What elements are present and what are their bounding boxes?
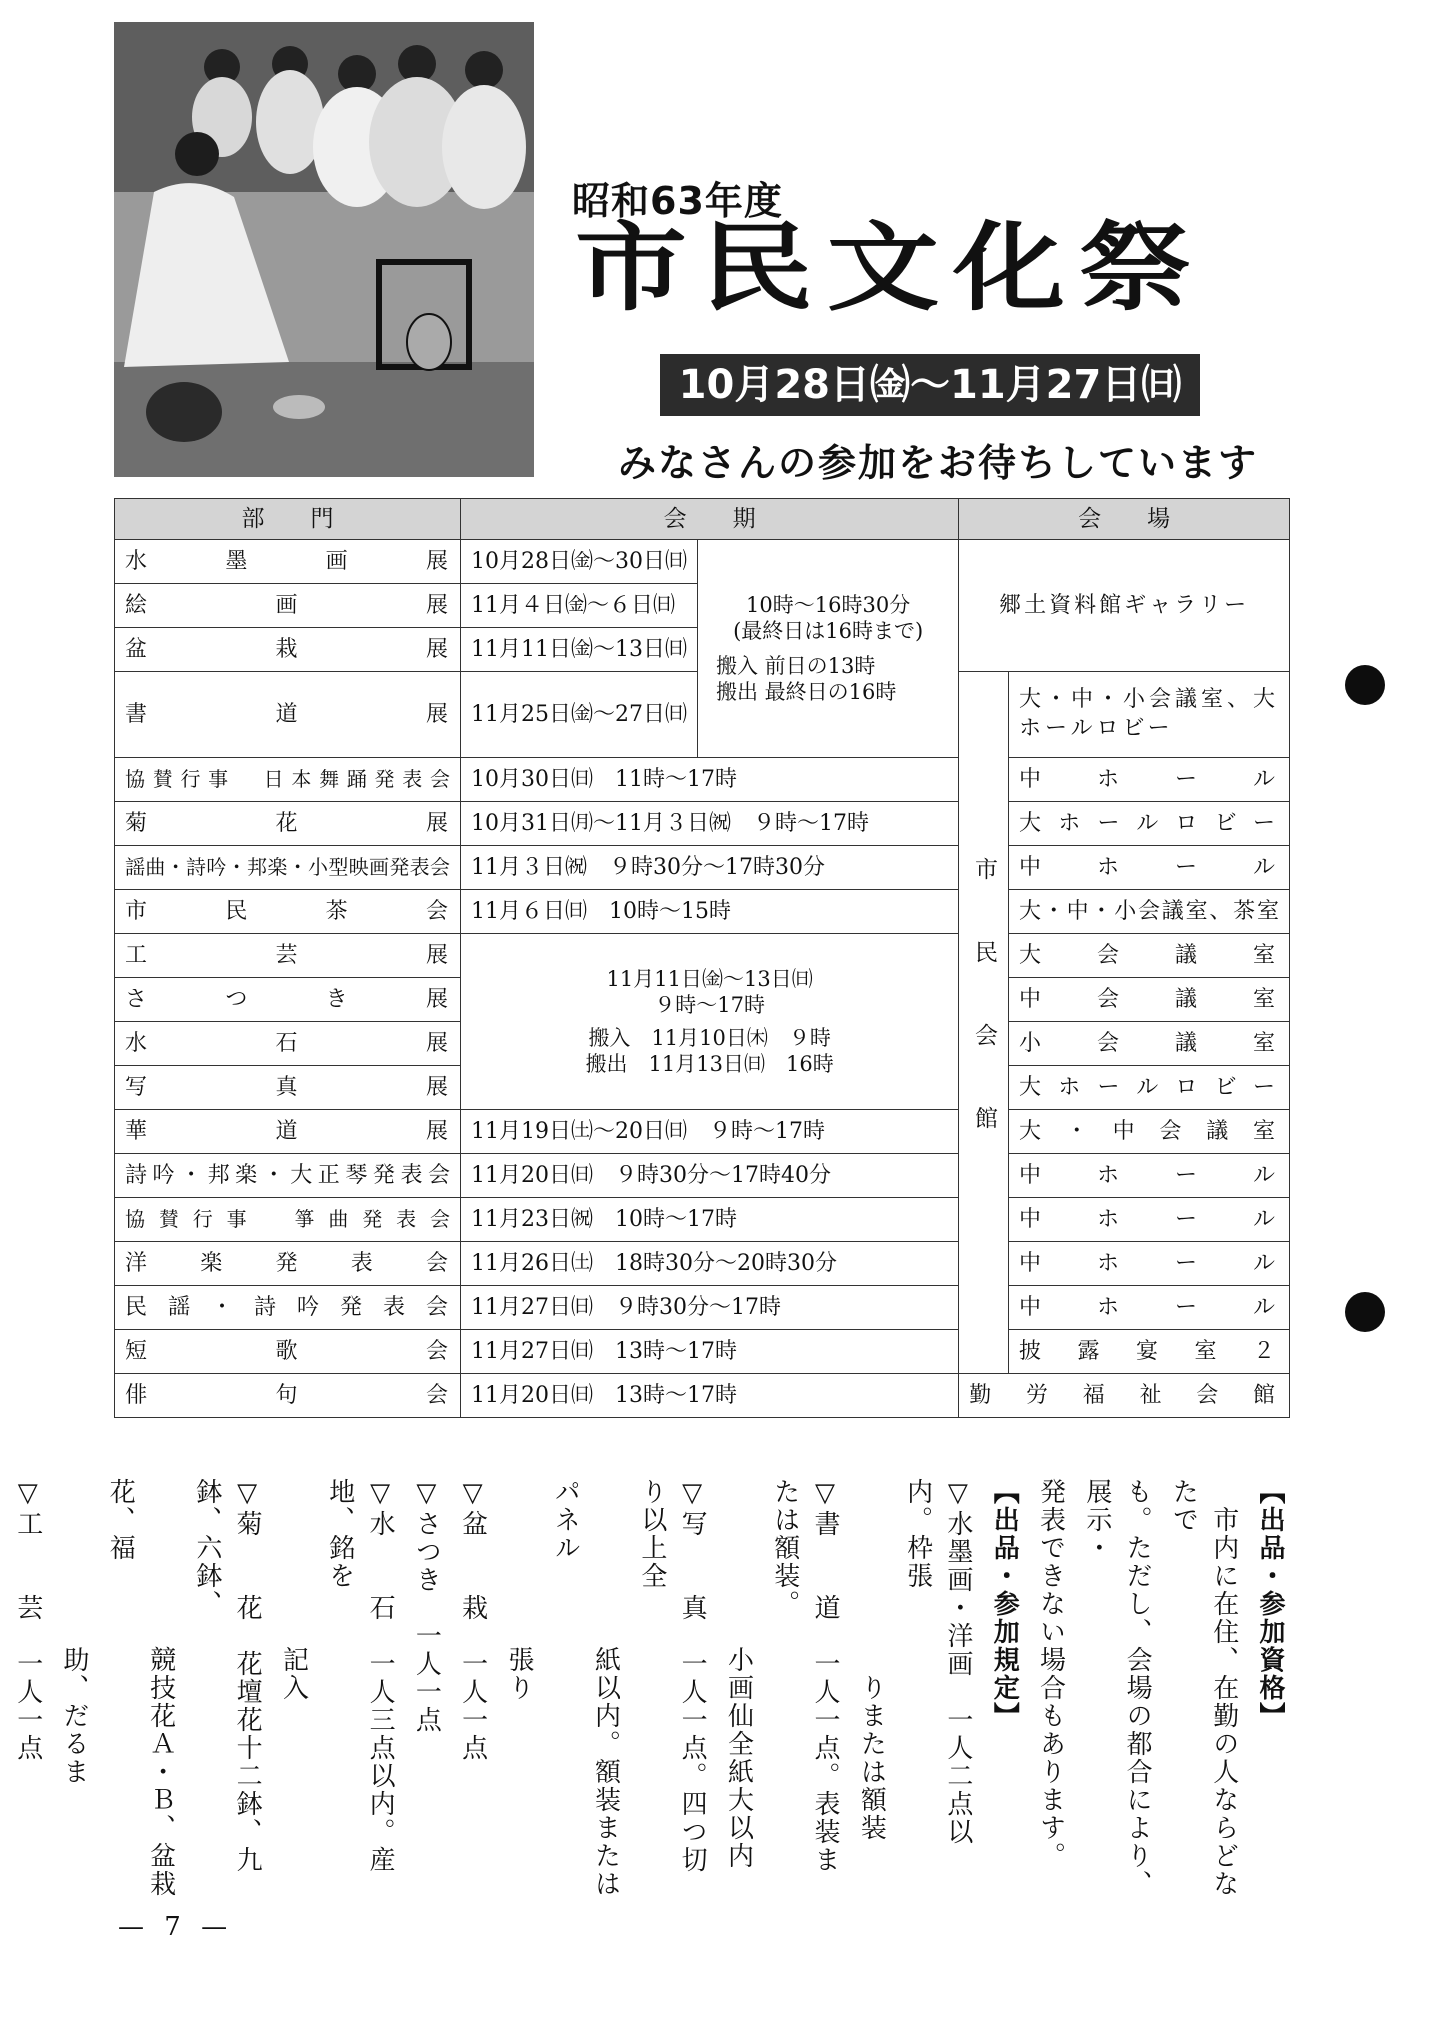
row-venue: 披露宴室２: [1009, 1330, 1290, 1374]
info-heading: 【出品・参加規定】: [989, 1478, 1020, 1730]
binder-hole: [1345, 665, 1385, 705]
row-date: 11月27日㈰ ９時30分～17時: [461, 1286, 959, 1330]
row-category: 写真展: [115, 1066, 461, 1110]
exhibit-hours: 10時～16時30分: [746, 593, 911, 617]
row-category: 短歌会: [115, 1330, 461, 1374]
row-category: 俳句会: [115, 1374, 461, 1418]
info-line: ▽水 石 一人三点以内。産地、銘を: [324, 1478, 396, 1874]
info-line: 市内に在住、在勤の人ならどなたで: [1168, 1478, 1239, 1898]
row-venue: 中 ホ ー ル: [1009, 1154, 1290, 1198]
info-line: ▽工 芸 一人一点: [12, 1478, 43, 1762]
info-line: ▽水墨画・洋画 一人二点以内。枠張: [902, 1478, 973, 1846]
table-row: [115, 1374, 1290, 1418]
table-row: [115, 890, 1290, 934]
row-venue: 大・中・小会議室、茶室: [1009, 890, 1290, 934]
binder-hole: [1345, 1292, 1385, 1332]
info-line: も。ただし、会場の都合により、展示・: [1081, 1478, 1153, 1898]
header-venue: 会 場: [959, 499, 1290, 540]
row-venue: 大 会 議 室: [1009, 934, 1290, 978]
table-row: [115, 846, 1290, 890]
table-row: [115, 1330, 1290, 1374]
row-date: 10月30日㈰ 11時～17時: [461, 758, 959, 802]
row-venue: 中 ホ ー ル: [1009, 1286, 1290, 1330]
table-row: [115, 1286, 1290, 1330]
row-category: 工芸展: [115, 934, 461, 978]
info-line: 張り: [503, 1478, 534, 1702]
info-heading: 【出品・参加資格】: [1255, 1478, 1285, 1730]
city-hall-label: 市民会館: [959, 672, 1009, 1374]
page-number: — 7 —: [118, 1912, 234, 1942]
info-line: 競技花Ａ・Ｂ、盆栽花、福: [105, 1478, 176, 1898]
row-venue: 中 ホ ー ル: [1009, 846, 1290, 890]
row-date: 11月20日㈰ 13時～17時: [461, 1374, 959, 1418]
row-category: 華道展: [115, 1110, 461, 1154]
exhibit-setup: 搬入 前日の13時: [715, 653, 876, 678]
craft-group-note: [461, 934, 959, 1110]
info-line: [0, 1478, 1, 1898]
row-date: 11月20日㈰ ９時30分～17時40分: [461, 1154, 959, 1198]
application-info: [12, 1478, 1290, 1898]
table-header-row: [115, 499, 1290, 540]
row-venue: 中 ホ ー ル: [1009, 1198, 1290, 1242]
row-category: 絵画展: [115, 584, 461, 628]
exhibit-teardown: 搬出 最終日の16時: [715, 679, 897, 704]
row-category: 協賛行事 日本舞踊発表会: [115, 758, 461, 802]
row-venue: 中 ホ ー ル: [1009, 758, 1290, 802]
header-period: 会 期: [461, 499, 959, 540]
schedule-table: [114, 498, 1290, 1418]
exhibit-lastday: (最終日は16時まで): [733, 619, 924, 644]
row-date: 11月19日㈯～20日㈰ ９時～17時: [461, 1110, 959, 1154]
table-row: [115, 540, 1290, 584]
info-line: 小画仙全紙大以内: [723, 1478, 754, 1870]
row-venue: 中 ホ ー ル: [1009, 1242, 1290, 1286]
invitation-line: みなさんの参加をお待ちしています: [618, 441, 1259, 485]
row-category: 菊花展: [115, 802, 461, 846]
table-row: [115, 1198, 1290, 1242]
row-date: 11月４日㈮～６日㈰: [461, 584, 698, 628]
row-date: 11月23日㈷ 10時～17時: [461, 1198, 959, 1242]
row-category: 協賛行事 箏曲発表会: [115, 1198, 461, 1242]
row-date: 11月25日㈮～27日㈰: [461, 672, 698, 758]
row-date: 10月31日㈪～11月３日㈷ ９時～17時: [461, 802, 959, 846]
tea-ceremony-photo: [114, 22, 534, 477]
info-line: ▽盆 栽 一人一点: [457, 1478, 488, 1762]
fiscal-year: 昭和63年度: [572, 179, 783, 223]
row-date: 11月27日㈰ 13時～17時: [461, 1330, 959, 1374]
table-row: [115, 802, 1290, 846]
event-title: 市民文化祭: [575, 211, 1205, 325]
row-category: 水墨画展: [115, 540, 461, 584]
info-line: 発表できない場合もあります。: [1035, 1478, 1066, 1870]
craft-teardown: 搬出 11月13日㈰ 16時: [585, 1051, 834, 1076]
craft-hours: ９時～17時: [654, 993, 765, 1018]
row-date: 11月６日㈰ 10時～15時: [461, 890, 959, 934]
gallery-venue: 郷土資料館ギャラリー: [959, 540, 1290, 672]
row-category: 水石展: [115, 1022, 461, 1066]
exhibit-hours-note: [697, 540, 958, 758]
row-venue: 大ホールロビー: [1009, 802, 1290, 846]
calligraphy-venue: 大・中・小会議室、大ホールロビー: [1009, 672, 1290, 758]
header-category: 部 門: [115, 499, 461, 540]
info-line: 紙以内。額装またはパネル: [550, 1478, 621, 1898]
row-category: 書道展: [115, 672, 461, 758]
info-line: 記入: [278, 1478, 309, 1702]
row-venue: 大ホールロビー: [1009, 1066, 1290, 1110]
info-line: 助、だるま: [58, 1478, 89, 1786]
row-category: 市民茶会: [115, 890, 461, 934]
photo-illustration: [114, 22, 534, 477]
row-category: 謡曲・詩吟・邦楽・小型映画発表会: [115, 846, 461, 890]
info-line: ▽書 道 一人一点。表装または額装。: [769, 1478, 841, 1874]
exhibit-setup-group: [708, 653, 948, 706]
row-date: 11月３日㈷ ９時30分～17時30分: [461, 846, 959, 890]
row-venue: 大・中会議室: [1009, 1110, 1290, 1154]
row-venue: 中 会 議 室: [1009, 978, 1290, 1022]
row-venue: 勤労福祉会館: [959, 1374, 1290, 1418]
info-line: ▽さつき 一人一点: [411, 1478, 442, 1734]
row-category: 詩吟・邦楽・大正琴発表会: [115, 1154, 461, 1198]
table-row: [115, 1110, 1290, 1154]
row-category: 洋楽発表会: [115, 1242, 461, 1286]
info-line: ▽写 真 一人一点。四つ切り以上全: [636, 1478, 708, 1874]
craft-setup: 搬入 11月10日㈭ ９時: [588, 1025, 831, 1050]
table-row: [115, 1242, 1290, 1286]
table-row: [115, 1154, 1290, 1198]
row-venue: 小 会 議 室: [1009, 1022, 1290, 1066]
row-date: 10月28日㈮～30日㈰: [461, 540, 698, 584]
table-row: [115, 758, 1290, 802]
craft-dates: 11月11日㈮～13日㈰: [606, 967, 813, 991]
row-category: 盆栽展: [115, 628, 461, 672]
info-line: りまたは額装: [856, 1478, 887, 1842]
row-date: 11月26日㈯ 18時30分～20時30分: [461, 1242, 959, 1286]
row-date: 11月11日㈮～13日㈰: [461, 628, 698, 672]
event-period-banner: 10月28日㈮～11月27日㈰: [660, 354, 1200, 416]
info-line: ▽菊 花 花壇花十二鉢、九鉢、六鉢、: [191, 1478, 263, 1874]
row-category: さつき展: [115, 978, 461, 1022]
row-category: 民謡・詩吟発表会: [115, 1286, 461, 1330]
table-row: [115, 934, 1290, 978]
